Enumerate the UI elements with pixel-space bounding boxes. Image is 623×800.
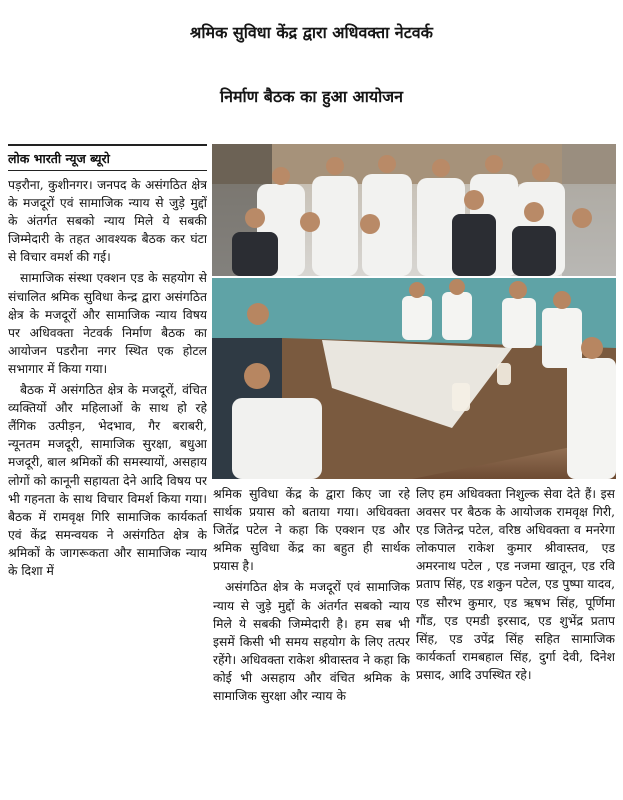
article-paragraph: श्रमिक सुविधा केंद्र के द्वारा किए जा रहे सार्थक प्रयास को बताया गया। अधिवक्ता जितेंद्र पटेल ने कहा कि एक्शन एड और श्रमिक सुविधा केंद्र का बहुत ही सार्थक प्रयास है। <box>213 487 410 574</box>
article-paragraph: पड़रौना, कुशीनगर। जनपद के असंगठित क्षेत्र के मजदूरों एवं सामाजिक न्याय से जुड़े मुद्दों के अंतर्गत सबको न्याय मिले ये सबकी जिम्मेदारी के तहत आवश्यक बैठक कर घंटा से विचार वमर्श की गई। <box>8 178 207 265</box>
article-column-1 <box>8 176 207 796</box>
group-photo-illustration <box>212 144 616 276</box>
headline-line-2: निर्माण बैठक का हुआ आयोजन <box>219 87 404 106</box>
article-paragraph: सामाजिक संस्था एक्शन एड के सहयोग से संचालित श्रमिक सुविधा केन्द्र द्वारा असंगठित क्षेत्र के मजदूरों और सामाजिक न्याय विषय पर अधिवक्ता नेटवर्क निर्माण बैठक का आयोजन पडरौना नगर स्थित एक होटल सभागार में किया गया। <box>8 271 207 376</box>
article-column-2 <box>213 485 410 797</box>
group-photo <box>212 144 616 276</box>
headline-line-1: श्रमिक सुविधा केंद्र द्वारा अधिवक्ता नेटवर्क <box>190 23 433 42</box>
meeting-photo-illustration <box>212 278 616 479</box>
article-paragraph: बैठक में असंगठित क्षेत्र के मजदूरों, वंचित व्यक्तियों और महिलाओं के साथ हो रहे लैंगिक उत्पीड़न, भेदभाव, गैर बराबरी, न्यूनतम मजदूरी, सामाजिक सुरक्षा, बधुआ मजदूरी, बाल श्रमिकों की समस्यायों, असहाय लोगों को कानूनी सहायता देने आदि विषय पर भी गहनता के साथ विचार विमर्श किया गया। बैठक में रामवृक्ष गिरि सामाजिक कार्यकर्ता एवं केंद्र समन्वयक ने असंगठित क्षेत्र के श्रमिकों के जागरूकता और सामाजिक न्याय के दिशा में <box>8 383 207 578</box>
article-column-3 <box>416 485 615 797</box>
article-paragraph: असंगठित क्षेत्र के मजदूरों एवं सामाजिक न्याय से जुड़े मुद्दों के अंतर्गत सबको न्याय मिले ये सबकी जिम्मेदारी है। हम सब भी इसमें किसी भी समय सहयोग के लिए तत्पर रहेंगे। अधिवक्ता राकेश श्रीवास्तव ने कहा कि कोई भी असहाय और वंचित श्रमिक के सामाजिक सुरक्षा और न्याय के <box>213 580 410 704</box>
article-paragraph: लिए हम अधिवक्ता निशुल्क सेवा देते हैं। इस अवसर पर बैठक के आयोजक रामवृक्ष गिरी, एड जितेन्द्र पटेल, वरिष्ठ अधिवक्ता व मनरेगा लोकपाल राकेश कुमार श्रीवास्तव, एड अमरनाथ पटेल , एड नजमा खातून, एड रवि प्रताप सिंह, एड शकुन पटेल, एड पुष्पा यादव, एड सौरभ कुमार, एड ऋषभ सिंह, पूर्णिमा गौंड, एड एमडी इरसाद, एड शुभेंद्र प्रताप सिंह, एड उपेंद्र सिंह सहित सामाजिक कार्यकर्ता रामबहाल सिंह, दुर्गा देवी, दिनेश प्रसाद, आदि उपस्थित रहे। <box>416 487 615 682</box>
byline-underline <box>8 170 207 171</box>
byline-rule <box>8 144 207 146</box>
meeting-photo <box>212 278 616 479</box>
byline: लोक भारती न्यूज ब्यूरो <box>8 151 110 166</box>
